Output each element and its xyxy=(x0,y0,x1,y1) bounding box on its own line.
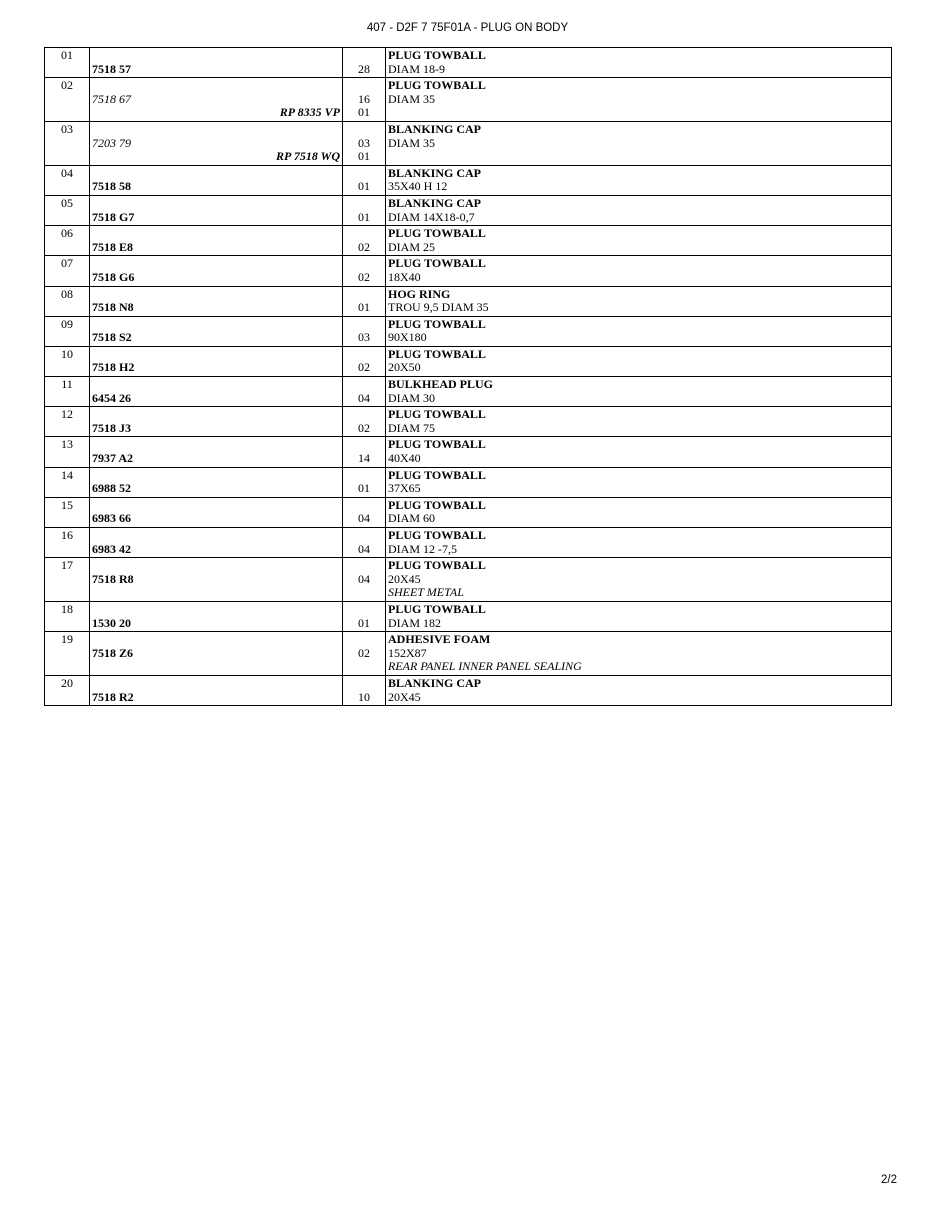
description-cell xyxy=(386,528,892,558)
part-reference: 7518 R2 xyxy=(92,689,134,704)
part-dimensions: 18X40 xyxy=(388,269,421,284)
part-dimensions: 40X40 xyxy=(388,451,421,466)
description-cell xyxy=(386,195,892,225)
reference-cell xyxy=(90,286,343,316)
reference-cell xyxy=(90,558,343,602)
quantity-cell xyxy=(343,195,386,225)
part-name: PLUG TOWBALL xyxy=(388,346,486,361)
part-name: PLUG TOWBALL xyxy=(388,528,486,542)
ref-spacer xyxy=(92,288,340,302)
quantity-cell xyxy=(343,467,386,497)
part-reference: 6988 52 xyxy=(92,481,131,496)
part-name: PLUG TOWBALL xyxy=(388,48,486,62)
item-number-cell xyxy=(45,286,90,316)
part-dimensions: 37X65 xyxy=(388,481,421,496)
item-number: 04 xyxy=(61,165,73,180)
part-reference: 7518 G6 xyxy=(92,269,135,284)
item-number: 05 xyxy=(61,195,73,210)
part-dimensions: DIAM 182 xyxy=(388,615,441,630)
qty-spacer xyxy=(345,408,383,422)
item-number-cell xyxy=(45,377,90,407)
part-name: PLUG TOWBALL xyxy=(388,316,486,331)
item-number: 10 xyxy=(61,346,73,361)
table-row xyxy=(45,346,892,376)
ref-spacer xyxy=(92,378,340,392)
ref-spacer xyxy=(92,197,340,211)
part-reference: 7518 58 xyxy=(92,179,131,194)
reference-cell xyxy=(90,528,343,558)
description-cell xyxy=(386,165,892,195)
part-dimensions: DIAM 18-9 xyxy=(388,61,445,76)
reference-cell xyxy=(90,195,343,225)
part-name: PLUG TOWBALL xyxy=(388,601,486,616)
item-number-cell xyxy=(45,256,90,286)
description-cell xyxy=(386,78,892,122)
quantity: 03 xyxy=(358,135,370,150)
part-name: PLUG TOWBALL xyxy=(388,407,486,422)
quantity: 04 xyxy=(358,390,370,405)
qty-spacer xyxy=(345,227,383,241)
item-number: 07 xyxy=(61,256,73,271)
table-row xyxy=(45,121,892,165)
replacement-quantity: 01 xyxy=(358,105,370,120)
ref-spacer xyxy=(92,257,340,271)
item-number-cell xyxy=(45,467,90,497)
part-reference: 1530 20 xyxy=(92,615,131,630)
item-number-cell xyxy=(45,601,90,631)
item-number: 17 xyxy=(61,558,73,573)
quantity: 02 xyxy=(358,239,370,254)
reference-cell xyxy=(90,437,343,467)
qty-spacer xyxy=(345,49,383,63)
part-name: PLUG TOWBALL xyxy=(388,437,486,452)
qty-spacer xyxy=(345,438,383,452)
ref-spacer xyxy=(92,603,340,617)
description-cell xyxy=(386,316,892,346)
qty-spacer xyxy=(345,603,383,617)
part-name: BLANKING CAP xyxy=(388,121,482,136)
part-name: PLUG TOWBALL xyxy=(388,226,486,241)
item-number-cell xyxy=(45,675,90,705)
item-number: 15 xyxy=(61,497,73,512)
part-reference: 7518 H2 xyxy=(92,360,135,375)
item-number-cell xyxy=(45,558,90,602)
item-number: 12 xyxy=(61,407,73,422)
description-cell xyxy=(386,286,892,316)
reference-cell xyxy=(90,78,343,122)
replacement-reference: RP 7518 WQ xyxy=(275,149,340,164)
ref-spacer xyxy=(92,438,340,452)
qty-spacer xyxy=(345,559,383,573)
part-name: ADHESIVE FOAM xyxy=(388,632,491,647)
reference-cell xyxy=(90,497,343,527)
part-reference: 7937 A2 xyxy=(92,451,134,466)
reference-cell xyxy=(90,467,343,497)
table-row xyxy=(45,48,892,78)
description-cell xyxy=(386,407,892,437)
qty-spacer xyxy=(345,288,383,302)
item-number-cell xyxy=(45,226,90,256)
ref-spacer xyxy=(92,529,340,543)
qty-spacer xyxy=(345,677,383,691)
part-name: PLUG TOWBALL xyxy=(388,78,486,93)
qty-spacer xyxy=(345,469,383,483)
quantity-cell xyxy=(343,675,386,705)
item-number: 16 xyxy=(61,528,73,542)
part-dimensions: TROU 9,5 DIAM 35 xyxy=(388,300,489,315)
part-reference: 7518 Z6 xyxy=(92,645,134,660)
quantity: 04 xyxy=(358,541,370,556)
table-row xyxy=(45,497,892,527)
quantity-cell xyxy=(343,316,386,346)
ref-spacer xyxy=(92,227,340,241)
item-number-cell xyxy=(45,165,90,195)
part-reference: 6983 66 xyxy=(92,511,131,526)
part-reference: 7518 J3 xyxy=(92,420,131,435)
description-cell xyxy=(386,601,892,631)
item-number: 13 xyxy=(61,437,73,452)
item-number-cell xyxy=(45,528,90,558)
quantity-cell xyxy=(343,497,386,527)
item-number-cell xyxy=(45,316,90,346)
qty-spacer xyxy=(345,348,383,362)
ref-spacer xyxy=(92,123,340,137)
part-dimensions: 152X87 xyxy=(388,645,427,660)
item-number-cell xyxy=(45,632,90,676)
quantity: 03 xyxy=(358,330,370,345)
quantity: 02 xyxy=(358,360,370,375)
qty-spacer xyxy=(345,123,383,137)
item-number: 01 xyxy=(61,48,73,62)
quantity-cell xyxy=(343,165,386,195)
part-dimensions: DIAM 14X18-0,7 xyxy=(388,209,475,224)
part-note: REAR PANEL INNER PANEL SEALING xyxy=(388,659,582,674)
table-row xyxy=(45,165,892,195)
page-title: 407 - D2F 7 75F01A - PLUG ON BODY xyxy=(366,22,569,34)
reference-cell xyxy=(90,632,343,676)
part-name: PLUG TOWBALL xyxy=(388,467,486,482)
part-dimensions: 20X45 xyxy=(388,689,421,704)
part-name: BLANKING CAP xyxy=(388,675,482,690)
part-dimensions: DIAM 25 xyxy=(388,239,435,254)
qty-spacer xyxy=(345,79,383,93)
quantity-cell xyxy=(343,601,386,631)
part-name: HOG RING xyxy=(388,286,451,301)
quantity-cell xyxy=(343,121,386,165)
reference-cell xyxy=(90,407,343,437)
replacement-quantity: 01 xyxy=(358,149,370,164)
qty-spacer xyxy=(345,378,383,392)
item-number-cell xyxy=(45,407,90,437)
item-number-cell xyxy=(45,437,90,467)
quantity-cell xyxy=(343,407,386,437)
quantity: 14 xyxy=(358,451,370,466)
item-number: 08 xyxy=(61,286,73,301)
qty-spacer xyxy=(345,318,383,332)
description-cell xyxy=(386,121,892,165)
quantity: 04 xyxy=(358,511,370,526)
part-name: PLUG TOWBALL xyxy=(388,497,486,512)
item-number-cell xyxy=(45,497,90,527)
item-number: 09 xyxy=(61,316,73,331)
reference-cell xyxy=(90,121,343,165)
description-cell xyxy=(386,256,892,286)
item-number: 18 xyxy=(61,601,73,616)
description-cell xyxy=(386,675,892,705)
ref-spacer xyxy=(92,499,340,513)
ref-spacer xyxy=(92,633,340,647)
quantity-cell xyxy=(343,377,386,407)
reference-cell xyxy=(90,675,343,705)
quantity: 04 xyxy=(358,571,370,586)
table-row xyxy=(45,632,892,676)
table-row xyxy=(45,286,892,316)
description-cell xyxy=(386,377,892,407)
item-number-cell xyxy=(45,48,90,78)
quantity-cell xyxy=(343,558,386,602)
reference-cell xyxy=(90,316,343,346)
part-reference: 6983 42 xyxy=(92,541,131,556)
quantity: 01 xyxy=(358,179,370,194)
description-cell xyxy=(386,48,892,78)
reference-cell xyxy=(90,226,343,256)
item-number-cell xyxy=(45,195,90,225)
qty-spacer xyxy=(345,529,383,543)
description-cell xyxy=(386,632,892,676)
ref-spacer xyxy=(92,408,340,422)
description-cell xyxy=(386,346,892,376)
description-cell xyxy=(386,558,892,602)
part-reference: 7518 N8 xyxy=(92,300,134,315)
quantity: 01 xyxy=(358,300,370,315)
table-row xyxy=(45,316,892,346)
quantity-cell xyxy=(343,346,386,376)
ref-spacer xyxy=(92,49,340,63)
part-dimensions: 20X50 xyxy=(388,360,421,375)
description-cell xyxy=(386,437,892,467)
part-dimensions: DIAM 35 xyxy=(388,135,435,150)
table-row xyxy=(45,558,892,602)
table-row xyxy=(45,601,892,631)
quantity-cell xyxy=(343,48,386,78)
ref-spacer xyxy=(92,167,340,181)
ref-spacer xyxy=(92,348,340,362)
part-name: BLANKING CAP xyxy=(388,195,482,210)
part-name: BLANKING CAP xyxy=(388,165,482,180)
part-note: SHEET METAL xyxy=(388,585,464,600)
item-number-cell xyxy=(45,346,90,376)
quantity: 02 xyxy=(358,420,370,435)
item-number: 20 xyxy=(61,675,73,690)
quantity-cell xyxy=(343,286,386,316)
ref-spacer xyxy=(92,318,340,332)
part-reference: 6454 26 xyxy=(92,390,131,405)
part-dimensions: DIAM 12 -7,5 xyxy=(388,541,457,556)
reference-cell xyxy=(90,346,343,376)
description-cell xyxy=(386,497,892,527)
description-cell xyxy=(386,467,892,497)
part-reference: 7518 S2 xyxy=(92,330,132,345)
quantity-cell xyxy=(343,256,386,286)
parts-table xyxy=(44,47,892,706)
quantity-cell xyxy=(343,528,386,558)
part-name: PLUG TOWBALL xyxy=(388,256,486,271)
part-reference: 7518 R8 xyxy=(92,571,134,586)
table-row xyxy=(45,407,892,437)
item-number-cell xyxy=(45,121,90,165)
part-reference-old: 7203 79 xyxy=(92,135,131,150)
quantity: 02 xyxy=(358,269,370,284)
quantity: 10 xyxy=(358,689,370,704)
part-dimensions: DIAM 35 xyxy=(388,91,435,106)
ref-spacer xyxy=(92,559,340,573)
qty-spacer xyxy=(345,499,383,513)
quantity: 16 xyxy=(358,91,370,106)
item-number: 19 xyxy=(61,632,73,647)
page-number: 2/2 xyxy=(881,1174,897,1186)
qty-spacer xyxy=(345,257,383,271)
part-name: BULKHEAD PLUG xyxy=(388,377,494,392)
ref-spacer xyxy=(92,469,340,483)
reference-cell xyxy=(90,48,343,78)
part-dimensions: 90X180 xyxy=(388,330,427,345)
table-row xyxy=(45,377,892,407)
part-reference: 7518 E8 xyxy=(92,239,134,254)
item-number: 02 xyxy=(61,78,73,93)
parts-table-body xyxy=(45,48,892,706)
table-row xyxy=(45,437,892,467)
part-dimensions: DIAM 30 xyxy=(388,390,435,405)
quantity-cell xyxy=(343,632,386,676)
quantity: 01 xyxy=(358,615,370,630)
item-number-cell xyxy=(45,78,90,122)
item-number: 11 xyxy=(61,377,73,392)
part-dimensions: DIAM 75 xyxy=(388,420,435,435)
table-row xyxy=(45,467,892,497)
table-row xyxy=(45,226,892,256)
quantity: 02 xyxy=(358,645,370,660)
quantity-cell xyxy=(343,78,386,122)
description-cell xyxy=(386,226,892,256)
item-number: 06 xyxy=(61,226,73,241)
part-dimensions: DIAM 60 xyxy=(388,511,435,526)
table-row xyxy=(45,195,892,225)
qty-spacer xyxy=(345,167,383,181)
table-row xyxy=(45,528,892,558)
ref-spacer xyxy=(92,79,340,93)
quantity: 01 xyxy=(358,481,370,496)
reference-cell xyxy=(90,601,343,631)
part-dimensions: 20X45 xyxy=(388,571,421,586)
table-row xyxy=(45,675,892,705)
quantity-cell xyxy=(343,437,386,467)
table-row xyxy=(45,256,892,286)
item-number: 03 xyxy=(61,121,73,136)
part-name: PLUG TOWBALL xyxy=(388,558,486,573)
table-row xyxy=(45,78,892,122)
reference-cell xyxy=(90,256,343,286)
part-dimensions: 35X40 H 12 xyxy=(388,179,448,194)
reference-cell xyxy=(90,165,343,195)
quantity-cell xyxy=(343,226,386,256)
qty-spacer xyxy=(345,197,383,211)
part-reference-old: 7518 67 xyxy=(92,91,131,106)
quantity: 28 xyxy=(358,61,370,76)
reference-cell xyxy=(90,377,343,407)
replacement-reference: RP 8335 VP xyxy=(279,105,340,120)
qty-spacer xyxy=(345,633,383,647)
part-reference: 7518 G7 xyxy=(92,209,135,224)
part-reference: 7518 57 xyxy=(92,61,131,76)
item-number: 14 xyxy=(61,467,73,482)
ref-spacer xyxy=(92,677,340,691)
quantity: 01 xyxy=(358,209,370,224)
